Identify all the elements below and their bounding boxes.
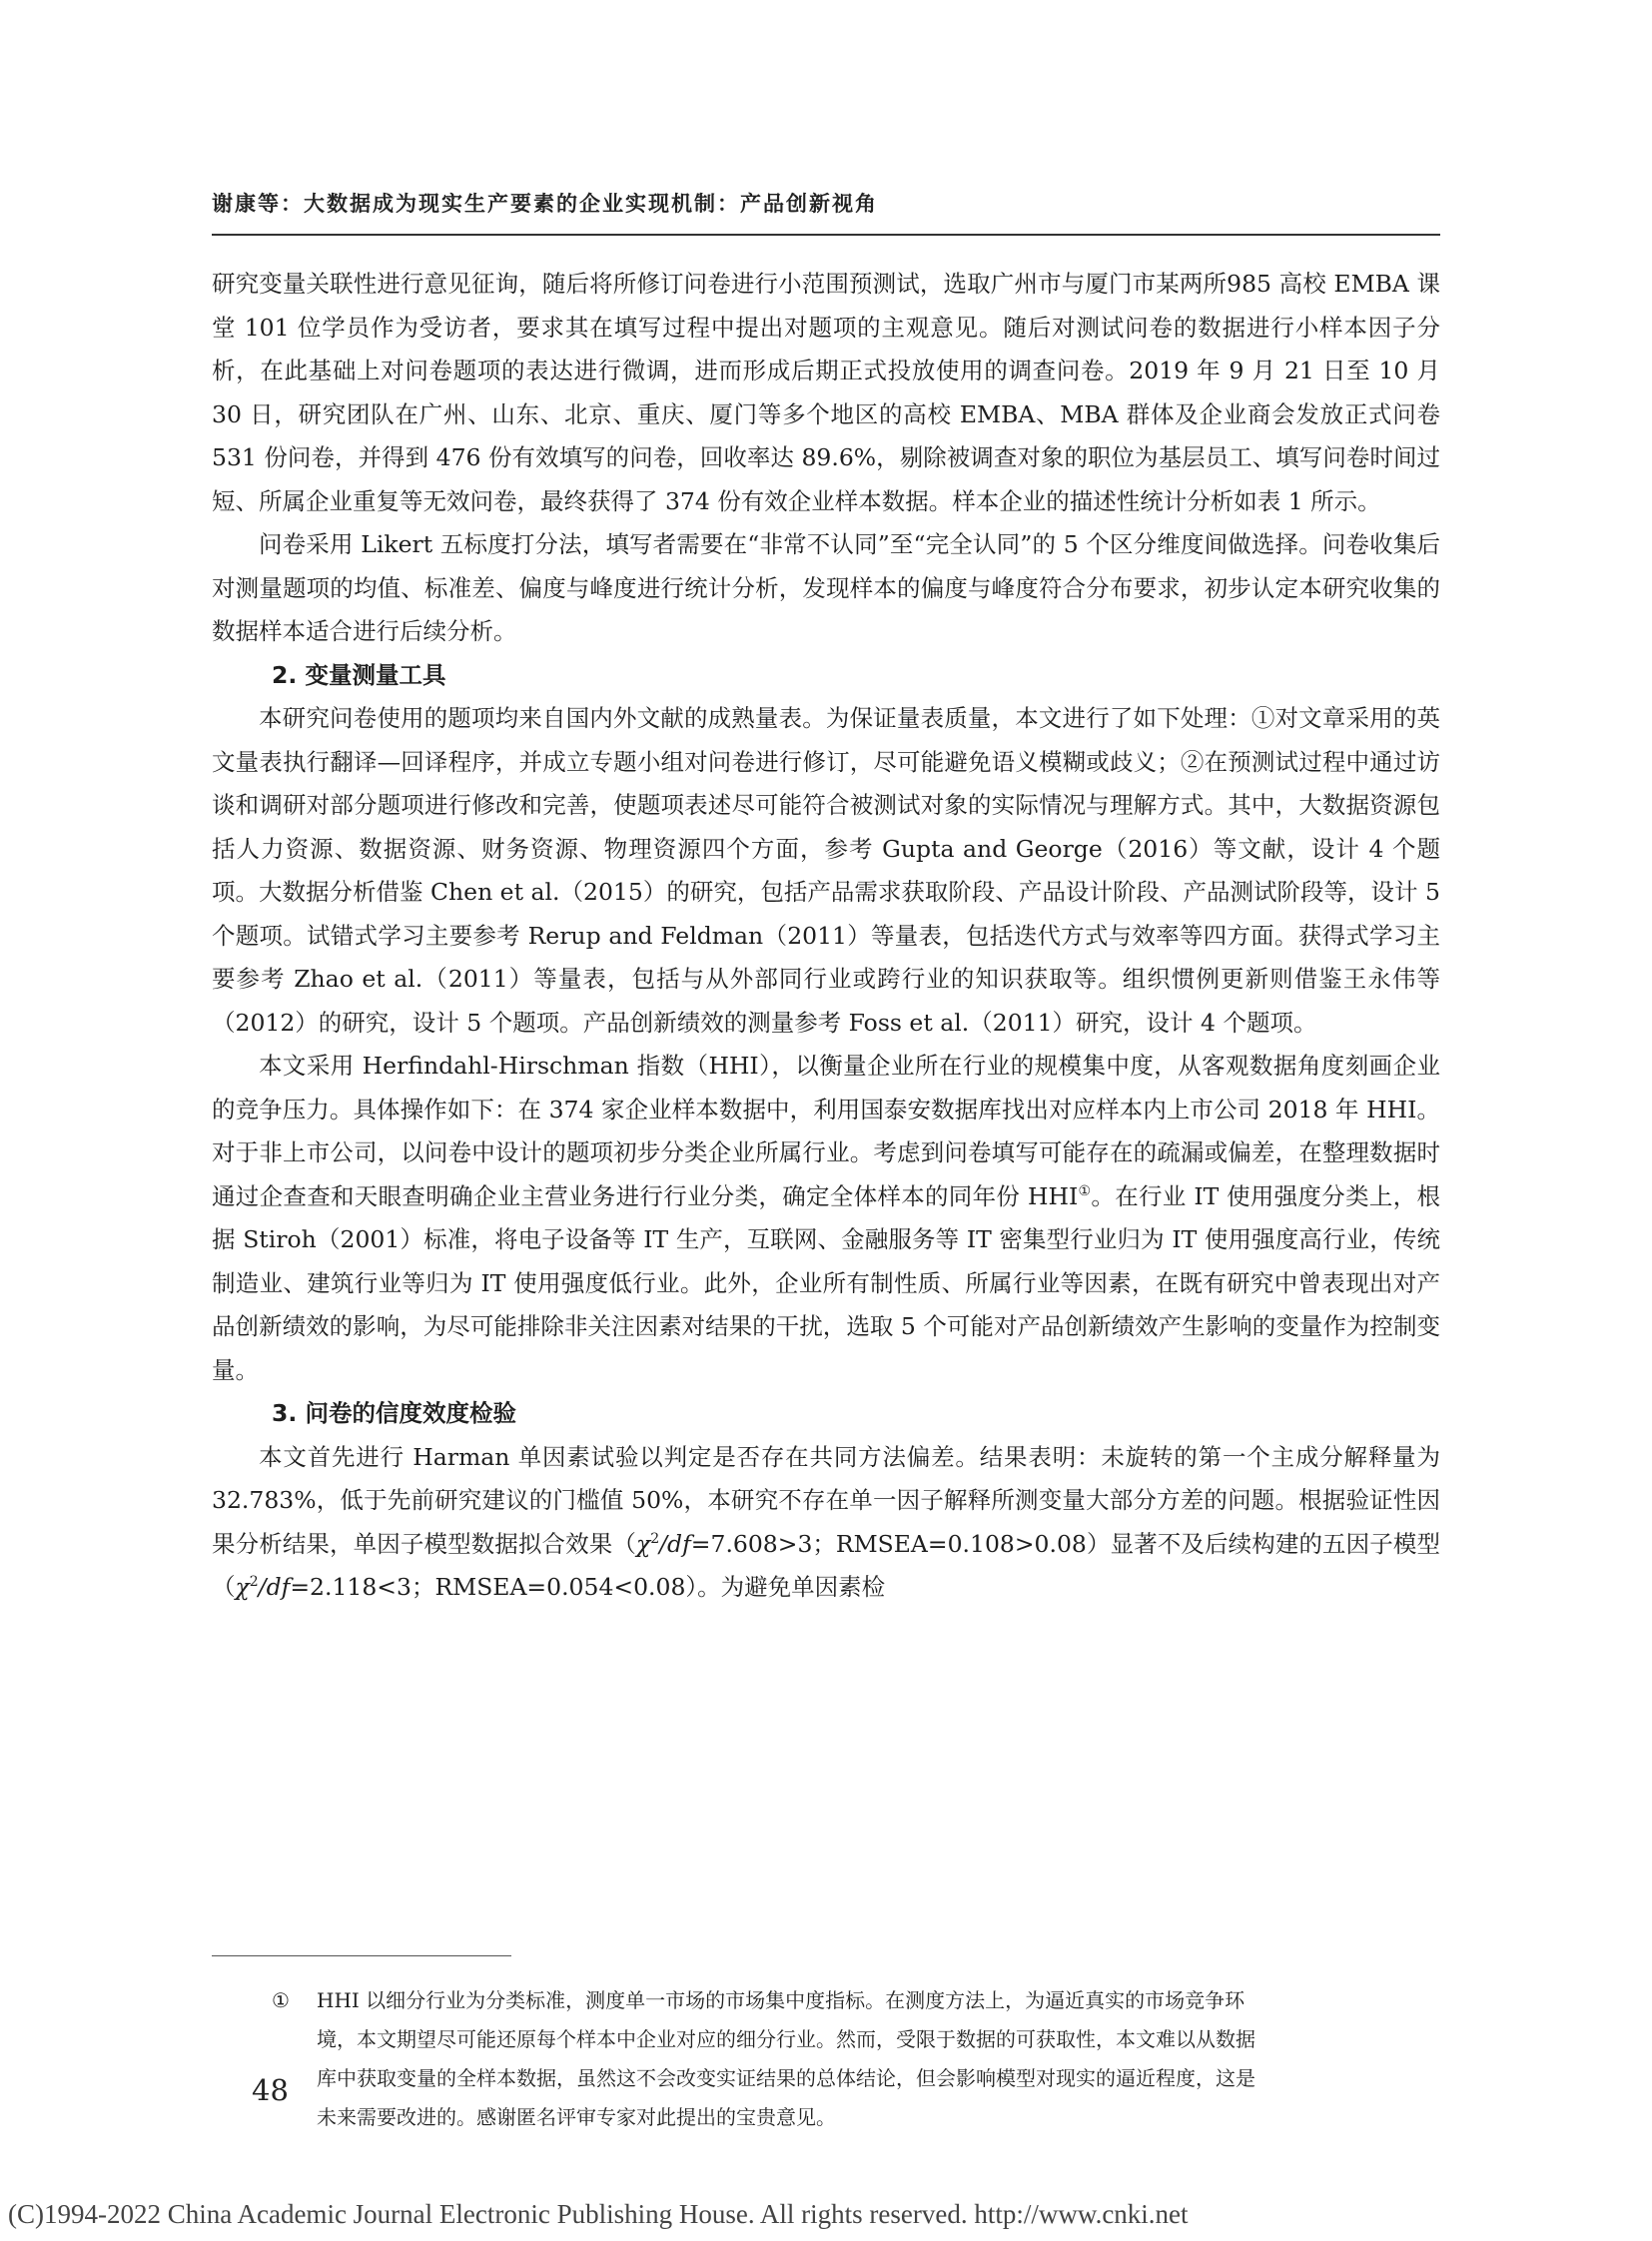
paragraph-harman-test xyxy=(212,1436,1440,1610)
paragraph-likert: 问卷采用 Likert 五标度打分法，填写者需要在“非常不认同”至“完全认同”的 5 个区分维度间做选择。问卷收集后对测量题项的均值、标准差、偏度与峰度进行统计分析，发现样本的偏度与峰度符合分布要求，初步认定本研究收集的数据样本适合进行后续分析。 xyxy=(212,530,1440,645)
chi-symbol: χ xyxy=(635,1529,651,1558)
footnote-line: 境，本文期望尽可能还原每个样本中企业对应的细分行业。然而，受限于数据的可获取性，本文难以从数据 xyxy=(317,2027,1255,2051)
header-rule xyxy=(212,234,1440,236)
superscript-two: 2 xyxy=(249,1574,259,1590)
footnote-text xyxy=(212,1981,1440,2137)
article-body xyxy=(212,263,1440,1610)
df-symbol: /df xyxy=(258,1573,291,1601)
running-header: 谢康等：大数据成为现实生产要素的企业实现机制：产品创新视角 xyxy=(212,192,878,216)
paragraph-harman-part3: =2.118<3；RMSEA=0.054<0.08）。为避免单因素检 xyxy=(290,1573,886,1601)
footnote-marker: ① xyxy=(272,1988,290,2012)
paragraph-hhi-part1: 本文采用 Herfindahl-Hirschman 指数（HHI），以衡量企业所在行业的规模集中度，从客观数据角度刻画企业的竞争压力。具体操作如下：在 374 家企业样本数据中，利用国泰安数据库找出对应样本内上市公司 2018 年 HHI。对于非上市公司，以问卷中设计的题项初步分类企业所属行业。考虑到问卷填写可能存在的疏漏或偏差，在整理数据时通过企查查和天眼查明确企业主营业务进行行业分类，确定全体样本的同年份 HHI xyxy=(212,1052,1440,1210)
page-number: 48 xyxy=(252,2073,289,2107)
footnote xyxy=(212,1981,1440,2137)
paragraph-hhi-part2: 。在行业 IT 使用强度分类上，根据 Stiroh（2001）标准，将电子设备等 IT 生产，互联网、金融服务等 IT 密集型行业归为 IT 使用强度高行业，传统制造业、建筑行业等归为 IT 使用强度低行业。此外，企业所有制性质、所属行业等因素，在既有研究中曾表现出对产品创新绩效的影响，为尽可能排除非关注因素对结果的干扰，选取 5 个可能对产品创新绩效产生影响的变量作为控制变量。 xyxy=(212,1181,1440,1384)
section-heading-reliability-validity: 3. 问卷的信度效度检验 xyxy=(272,1399,516,1427)
footnote-line: HHI 以细分行业为分类标准，测度单一市场的市场集中度指标。在测度方法上，为逼近真实的市场竞争环 xyxy=(317,1988,1245,2012)
paragraph-continued: 研究变量关联性进行意见征询，随后将所修订问卷进行小范围预测试，选取广州市与厦门市某两所985 高校 EMBA 课堂 101 位学员作为受访者，要求其在填写过程中提出对题项的主观意见。随后对测试问卷的数据进行小样本因子分析，在此基础上对问卷题项的表达进行微调，进而形成后期正式投放使用的调查问卷。2019 年 9 月 21 日至 10 月 30 日，研究团队在广州、山东、北京、重庆、厦门等多个地区的高校 EMBA、MBA 群体及企业商会发放正式问卷 531 份问卷，并得到 476 份有效填写的问卷，回收率达 89.6%，剔除被调查对象的职位为基层员工、填写问卷时间过短、所属企业重复等无效问卷，最终获得了 374 份有效企业样本数据。样本企业的描述性统计分析如表 1 所示。 xyxy=(212,270,1440,515)
footnote-reference[interactable]: ① xyxy=(1078,1182,1092,1199)
paragraph-harman-part1: 本文首先进行 Harman 单因素试验以判定是否存在共同方法偏差。结果表明：未旋转的第一个主成分解释量为 32.783%，低于先前研究建议的门槛值 50%，本研究不存在单一因子解释所测变量大部分方差的问题。根据验证性因果分析结果，单因子模型数据拟合效果（ xyxy=(212,1442,1440,1558)
footnote-rule xyxy=(212,1955,511,1956)
paragraph-hhi xyxy=(212,1045,1440,1392)
superscript-two: 2 xyxy=(650,1530,660,1547)
section-heading-measurement-tools: 2. 变量测量工具 xyxy=(272,660,446,689)
footnote-line: 未来需要改进的。感谢匿名评审专家对此提出的宝贵意见。 xyxy=(317,2105,836,2129)
paragraph-harman-part2: =7.608>3；RMSEA=0.108>0.08）显著不及后续构建的五因子模型（ xyxy=(212,1529,1440,1601)
footnote-line: 库中获取变量的全样本数据，虽然这不会改变实证结果的总体结论，但会影响模型对现实的逼近程度，这是 xyxy=(317,2066,1255,2090)
paragraph-measurement-tools: 本研究问卷使用的题项均来自国内外文献的成熟量表。为保证量表质量，本文进行了如下处理：①对文章采用的英文量表执行翻译—回译程序，并成立专题小组对问卷进行修订，尽可能避免语义模糊或歧义；②在预测试过程中通过访谈和调研对部分题项进行修改和完善，使题项表述尽可能符合被测试对象的实际情况与理解方式。其中，大数据资源包括人力资源、数据资源、财务资源、物理资源四个方面，参考 Gupta and George（2016）等文献，设计 4 个题项。大数据分析借鉴 Chen et al.（2015）的研究，包括产品需求获取阶段、产品设计阶段、产品测试阶段等，设计 5 个题项。试错式学习主要参考 Rerup and Feldman（2011）等量表，包括迭代方式与效率等四方面。获得式学习主要参考 Zhao et al.（2011）等量表，包括与从外部同行业或跨行业的知识获取等。组织惯例更新则借鉴王永伟等（2012）的研究，设计 5 个题项。产品创新绩效的测量参考 Foss et al.（2011）研究，设计 4 个题项。 xyxy=(212,704,1440,1037)
df-symbol: /df xyxy=(659,1529,691,1558)
chi-symbol: χ xyxy=(235,1573,250,1601)
copyright-notice: (C)1994-2022 China Academic Journal Electronic Publishing House. All rights reserved. http://www.cnki.net xyxy=(8,2199,1189,2229)
